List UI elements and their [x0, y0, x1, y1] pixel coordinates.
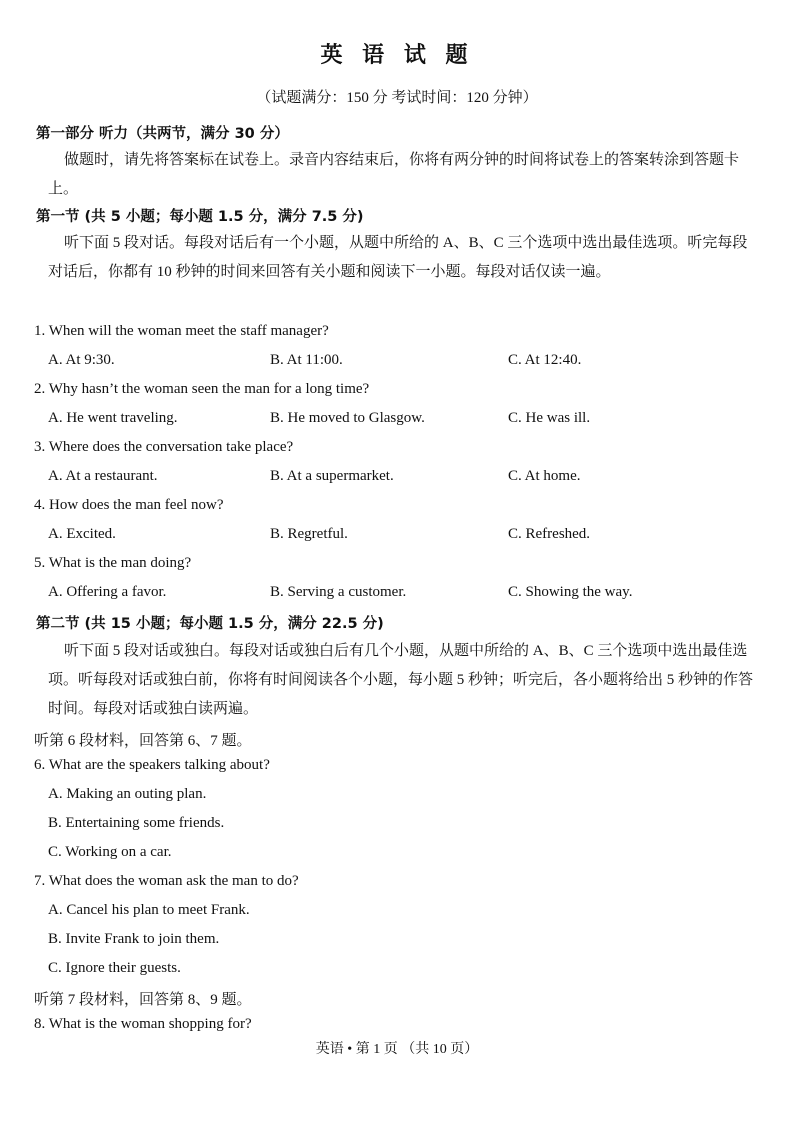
question-5: 5. What is the man doing? [34, 555, 192, 571]
part1-instructions-text: 做题时，请先将答案标在试卷上。录音内容结束后，你将有两分钟的时间将试卷上的答案转涂到答题卡上。 [48, 152, 740, 197]
option-3a: A. At a restaurant. [48, 468, 158, 484]
material-7-note: 听第 7 段材料，回答第 8、9 题。 [34, 992, 252, 1008]
section2-instructions-text: 听下面 5 段对话或独白。每段对话或独白后有几个小题，从题中所给的 A、B、C 三个选项中选出最佳选项。听每段对话或独白前，你将有时间阅读各个小题，每小题 5 秒钟；听完后，各小题将给出 5 秒钟的作答时间。每段对话或独白读两遍。 [48, 643, 754, 717]
section1-instructions [48, 229, 758, 287]
option-4b: B. Regretful. [270, 526, 348, 542]
option-5c: C. Showing the way. [508, 584, 633, 600]
option-4c: C. Refreshed. [508, 526, 591, 542]
section1-instructions-text: 听下面 5 段对话。每段对话后有一个小题，从题中所给的 A、B、C 三个选项中选出最佳选项。听完每段对话后，你都有 10 秒钟的时间来回答有关小题和阅读下一小题。每段对话仅读一遍。 [48, 235, 748, 280]
material-6-note: 听第 6 段材料，回答第 6、7 题。 [34, 733, 252, 749]
question-6: 6. What are the speakers talking about? [34, 757, 270, 773]
option-5b: B. Serving a customer. [270, 584, 407, 600]
question-3: 3. Where does the conversation take place? [34, 439, 294, 455]
question-8: 8. What is the woman shopping for? [34, 1016, 252, 1032]
question-4: 4. How does the man feel now? [34, 497, 224, 513]
page-title: 英 语 试 题 [320, 43, 474, 68]
exam-info: （试题满分：150 分 考试时间：120 分钟） [256, 90, 538, 106]
option-6b: B. Entertaining some friends. [48, 815, 225, 831]
section1-heading: 第一节 (共 5 小题；每小题 1.5 分，满分 7.5 分) [36, 209, 364, 225]
question-2: 2. Why hasn’t the woman seen the man for a long time? [34, 381, 370, 397]
part1-heading: 第一部分 听力（共两节，满分 30 分） [36, 126, 289, 142]
option-5a: A. Offering a favor. [48, 584, 167, 600]
option-1b: B. At 11:00. [270, 352, 343, 368]
option-7c: C. Ignore their guests. [48, 960, 181, 976]
option-6a: A. Making an outing plan. [48, 786, 207, 802]
question-1: 1. When will the woman meet the staff manager? [34, 323, 329, 339]
section2-heading: 第二节 (共 15 小题；每小题 1.5 分，满分 22.5 分) [36, 616, 384, 632]
page-footer: 英语 • 第 1 页 （共 10 页） [315, 1042, 479, 1057]
option-6c: C. Working on a car. [48, 844, 172, 860]
question-7: 7. What does the woman ask the man to do? [34, 873, 299, 889]
option-2a: A. He went traveling. [48, 410, 178, 426]
option-2c: C. He was ill. [508, 410, 591, 426]
option-2b: B. He moved to Glasgow. [270, 410, 425, 426]
option-1a: A. At 9:30. [48, 352, 115, 368]
option-7a: A. Cancel his plan to meet Frank. [48, 902, 250, 918]
option-3b: B. At a supermarket. [270, 468, 394, 484]
option-4a: A. Excited. [48, 526, 116, 542]
option-7b: B. Invite Frank to join them. [48, 931, 220, 947]
option-1c: C. At 12:40. [508, 352, 582, 368]
part1-instructions [48, 146, 758, 204]
option-3c: C. At home. [508, 468, 581, 484]
section2-instructions [48, 637, 758, 724]
